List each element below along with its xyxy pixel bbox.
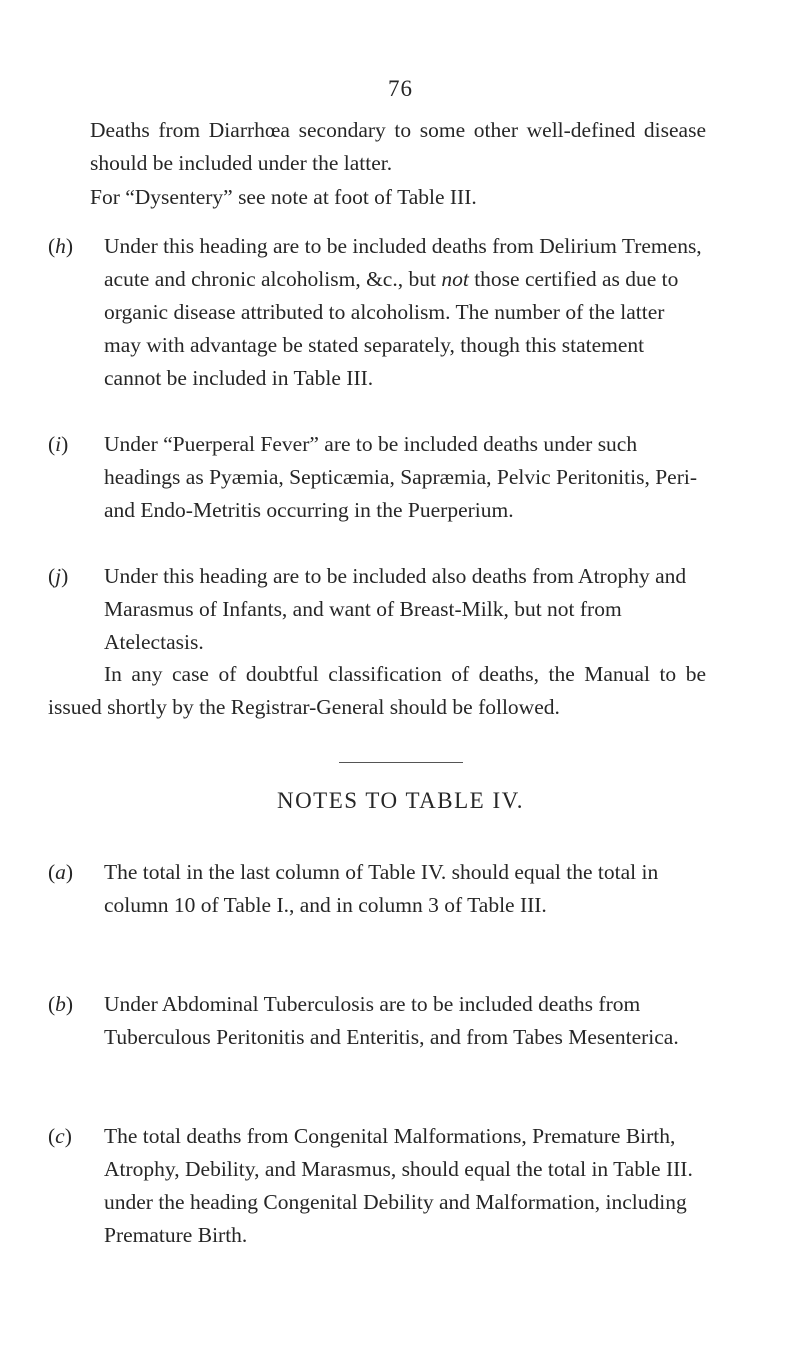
page-number: 76 xyxy=(388,76,413,101)
note-item-a xyxy=(48,856,706,922)
item-marker: (a) xyxy=(48,860,74,884)
dysentery-note xyxy=(90,181,706,214)
intro-paragraph xyxy=(90,114,706,180)
note-item-j xyxy=(48,560,706,659)
intro-text: Deaths from Diarrhœa secondary to some other well-defined disease should be included under the latter. xyxy=(90,118,706,175)
item-text: Under Abdominal Tuberculosis are to be included deaths from Tuberculous Peritonitis and Enteritis, and from Tabes Mesenterica. xyxy=(104,992,679,1049)
item-text: The total in the last column of Table IV. should equal the total in column 10 of Table I., and in column 3 of Table III. xyxy=(104,860,659,917)
emphasis-not: not xyxy=(441,267,469,291)
item-marker: (i) xyxy=(48,432,69,456)
section-divider xyxy=(339,762,463,763)
notes-heading: NOTES TO TABLE IV. xyxy=(276,788,525,813)
item-text: Under this heading are to be included also deaths from Atrophy and Marasmus of Infants, and want of Breast-Milk, but not from Atelectasis. xyxy=(104,564,687,654)
item-marker: (c) xyxy=(48,1124,72,1148)
note-item-i xyxy=(48,428,706,527)
item-marker: (h) xyxy=(48,234,74,258)
note-item-b xyxy=(48,988,706,1054)
item-marker: (b) xyxy=(48,992,74,1016)
item-marker: (j) xyxy=(48,564,69,588)
dysentery-text: For “Dysentery” see note at foot of Table III. xyxy=(90,185,477,209)
item-text: Under “Puerperal Fever” are to be included deaths under such headings as Pyæmia, Septicæmia, Sapræmia, Pelvic Peritonitis, Peri- and Endo-Metritis occurring in the Puerperium. xyxy=(104,432,697,522)
closing-paragraph: In any case of doubtful classification of deaths, the Manual to be issued shortly by the Registrar-General should be followed. xyxy=(48,662,706,719)
item-text: Under this heading are to be included deaths from Delirium Tremens, acute and chronic alcoholism, &c., but not those certified as due to organic disease attributed to alcoholism. The number of the latter may with advantage be stated separately, though this statement cannot be included in Table III. xyxy=(104,234,702,390)
item-text: The total deaths from Congenital Malformations, Premature Birth, Atrophy, Debility, and Marasmus, should equal the total in Table III. under the heading Congenital Debility and Malformation, including Premature Birth. xyxy=(104,1124,693,1247)
note-item-h xyxy=(48,230,706,395)
note-item-c xyxy=(48,1120,706,1252)
